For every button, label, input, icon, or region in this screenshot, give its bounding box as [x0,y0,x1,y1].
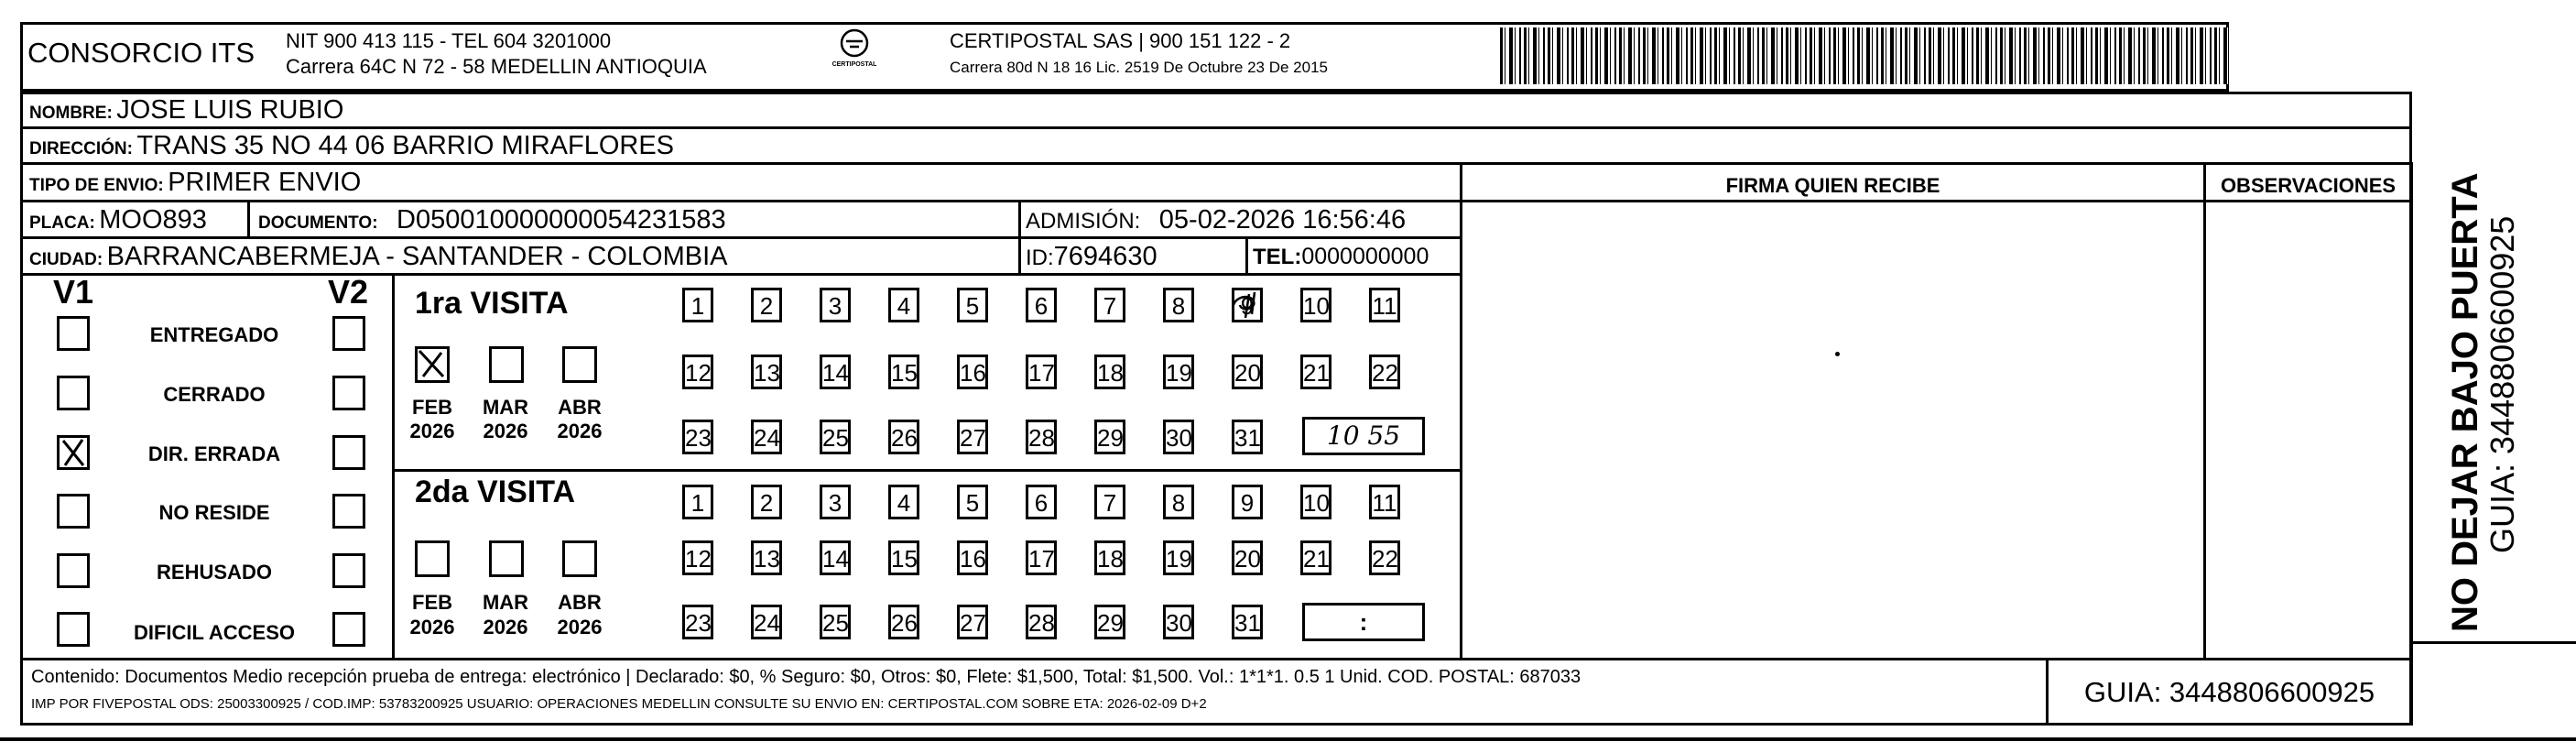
status-label-no-reside: NO RESIDE [158,501,270,524]
visit2-day[interactable]: 11 [1369,485,1400,519]
certipostal-line1: CERTIPOSTAL SAS | 900 151 122 - 2 [950,29,1291,52]
visit1-day[interactable]: 27 [957,420,988,454]
visit1-month-label-abr: ABR [558,396,602,419]
col-line [1018,200,1021,273]
visit2-year-label-abr: 2026 [557,616,603,638]
visit1-day[interactable]: 25 [820,420,851,454]
signature-area-dot [1835,352,1840,356]
tel-label: TEL: [1253,245,1302,269]
v1-checkbox-entregado[interactable] [57,316,90,351]
visit2-day[interactable]: 7 [1094,485,1125,519]
visit1-day[interactable]: 6 [1026,288,1057,322]
visit2-day[interactable]: 22 [1369,540,1400,575]
visit1-day[interactable]: 1 [682,288,713,322]
bottom-cut-mark [0,737,2576,741]
documento-value: D050010000000054231583 [397,205,726,235]
visit1-time-box[interactable] [1302,417,1425,455]
barcode [1500,27,2228,84]
id-value: 7694630 [1053,242,1158,271]
logo-icon [839,27,870,59]
tipo-envio-label: TIPO DE ENVIO: [29,176,164,195]
admision-field [1026,205,1406,235]
visit2-day[interactable]: 10 [1300,485,1331,519]
col-line [392,273,395,658]
side-warning: NO DEJAR BAJO PUERTA [2445,172,2485,632]
v2-checkbox-entregado[interactable] [332,316,365,351]
id-label: ID: [1026,246,1054,270]
placa-field [29,205,207,235]
visit1-day[interactable]: 19 [1163,355,1194,389]
visit1-day[interactable]: 8 [1163,288,1194,322]
visit2-day[interactable]: 30 [1163,605,1194,639]
visit1-day[interactable]: 3 [820,288,851,322]
status-label-cerrado: CERRADO [163,383,266,406]
footer-contenido: Contenido: Documentos Medio recepción prueba de entrega: electrónico | Declarado: $0, % Seguro: $0, Otros: $0, Flete: $1,500, Total: $1,500. Vol.: 1*1*1. 0.5 1 Unid. COD. POSTAL: 687033 [31,667,1581,687]
id-field [1026,242,1158,272]
direccion-value: TRANS 35 NO 44 06 BARRIO MIRAFLORES [136,131,675,160]
v2-checkbox-cerrado[interactable] [332,376,365,410]
visit2-day[interactable]: 26 [888,605,919,639]
visit2-day[interactable]: 4 [888,485,919,519]
visit2-time-value: : [1359,608,1368,636]
tipo-envio-field [29,168,361,198]
visit1-day[interactable]: 17 [1026,355,1057,389]
visit1-day[interactable]: 31 [1232,420,1263,454]
tel-field [1253,244,1429,270]
placa-label: PLACA: [29,213,95,233]
status-label-dir-errada: DIR. ERRADA [147,442,281,465]
visit2-day[interactable]: 18 [1094,540,1125,575]
status-label-rehusado: REHUSADO [157,561,272,584]
visit1-month-box-mar[interactable] [489,346,524,383]
visit1-day[interactable]: 22 [1369,355,1400,389]
visit2-day[interactable]: 12 [682,540,713,575]
visit2-day[interactable]: 2 [751,485,782,519]
side-guia: GUIA: 3448806600925 [2484,215,2521,553]
visit1-year-label-abr: 2026 [557,420,603,442]
visit1-month-box-feb[interactable] [415,346,450,383]
visit2-day[interactable]: 3 [820,485,851,519]
row-line [20,273,1460,276]
observaciones-header: OBSERVACIONES [2220,174,2397,197]
visit1-month-label-mar: MAR [482,396,529,419]
visit2-day[interactable]: 21 [1300,540,1331,575]
v1-checkbox-rehusado[interactable] [57,553,90,588]
address-line: Carrera 64C N 72 - 58 MEDELLIN ANTIOQUIA [286,55,707,78]
visit1-day[interactable]: 24 [751,420,782,454]
admision-value: 05-02-2026 16:56:46 [1158,205,1407,235]
col-line [1245,236,1248,273]
certipostal-line2: Carrera 80d N 18 16 Lic. 2519 De Octubre 23 De 2015 [950,59,1328,76]
visit1-day[interactable]: 7 [1094,288,1125,322]
row-line [392,469,1460,472]
row-line [20,162,2412,165]
visit2-title: 2da VISITA [415,475,576,509]
visit2-day[interactable]: 29 [1094,605,1125,639]
visit2-day[interactable]: 15 [888,540,919,575]
visit1-day[interactable]: 10 [1300,288,1331,322]
visit1-day[interactable]: 14 [820,355,851,389]
visit1-day[interactable]: 5 [957,288,988,322]
logo-text: CERTIPOSTAL [831,61,877,68]
visit1-day[interactable]: 29 [1094,420,1125,454]
side-cut-mark [2410,641,2576,644]
visit2-month-box-feb[interactable] [415,540,450,577]
visit2-day[interactable]: 25 [820,605,851,639]
visit1-day[interactable]: 28 [1026,420,1057,454]
v2-checkbox-dificil-acceso[interactable] [332,612,365,647]
footer-imp: IMP POR FIVEPOSTAL ODS: 25003300925 / COD.IMP: 53783200925 USUARIO: OPERACIONES MEDELLIN CONSULTE SU ENVIO EN: CERTIPOSTAL.COM SOBRE ETA: 2026-02-09 D+2 [31,696,1207,712]
visit2-time-box[interactable] [1302,603,1425,641]
visit2-month-label-feb: FEB [412,591,452,614]
footer-guia: GUIA: 3448806600925 [2083,676,2375,708]
visit2-month-box-mar[interactable] [489,540,524,577]
v2-checkbox-dir-errada[interactable] [332,435,365,470]
company-name: CONSORCIO ITS [27,37,255,69]
visit1-month-label-feb: FEB [412,396,452,419]
direccion-field [29,131,674,161]
ciudad-label: CIUDAD: [29,250,103,269]
ciudad-value: BARRANCABERMEJA - SANTANDER - COLOMBIA [106,242,728,271]
visit1-day[interactable]: 4 [888,288,919,322]
documento-label: DOCUMENTO: [258,213,378,233]
visit1-time-value: 10 55 [1326,420,1401,451]
visit1-day[interactable]: 21 [1300,355,1331,389]
x-mark-icon [418,349,447,380]
visit1-day[interactable]: 18 [1094,355,1125,389]
visit2-day[interactable]: 27 [957,605,988,639]
visit1-day[interactable]: 20 [1232,355,1263,389]
visit1-day[interactable]: 16 [957,355,988,389]
tel-value: 0000000000 [1301,244,1429,269]
placa-value: MOO893 [99,205,207,235]
v2-label: V2 [328,273,369,311]
visit1-day[interactable]: 30 [1163,420,1194,454]
visit1-day-marked[interactable] [1232,288,1263,322]
visit1-day[interactable]: 11 [1369,288,1400,322]
v2-checkbox-no-reside[interactable] [332,494,365,529]
row-line [20,200,2412,202]
v1-checkbox-dificil-acceso[interactable] [57,612,90,647]
visit2-day[interactable]: 23 [682,605,713,639]
admision-label: ADMISIÓN: [1026,209,1141,234]
visit2-day[interactable]: 24 [751,605,782,639]
visit2-day[interactable]: 1 [682,485,713,519]
visit2-day[interactable]: 14 [820,540,851,575]
status-label-entregado: ENTREGADO [149,323,279,346]
visit1-day-9: 9 [1240,292,1255,320]
v1-checkbox-cerrado[interactable] [57,376,90,410]
scribble-mark-icon [1229,287,1266,323]
visit2-day[interactable]: 19 [1163,540,1194,575]
row-line [20,658,2412,660]
row-line [20,126,2412,129]
col-line [1460,162,1462,658]
certipostal-logo [829,27,880,79]
visit2-day[interactable]: 17 [1026,540,1057,575]
visit1-month-box-abr[interactable] [562,346,597,383]
visit2-month-label-abr: ABR [558,591,602,614]
nombre-value: JOSE LUIS RUBIO [116,95,344,125]
visit2-day[interactable]: 5 [957,485,988,519]
visit1-day[interactable]: 13 [751,355,782,389]
documento-field [258,205,726,235]
visit2-day[interactable]: 16 [957,540,988,575]
v1-label: V1 [53,273,94,311]
visit1-year-label-mar: 2026 [483,420,528,442]
tipo-envio-value: PRIMER ENVIO [168,168,362,197]
visit1-year-label-feb: 2026 [409,420,455,442]
status-label-dificil-acceso: DIFICIL ACCESO [133,621,295,644]
visit2-year-label-mar: 2026 [483,616,528,638]
visit1-day[interactable]: 2 [751,288,782,322]
visit1-day[interactable]: 23 [682,420,713,454]
visit2-day[interactable]: 8 [1163,485,1194,519]
firma-header: FIRMA QUIEN RECIBE [1725,174,1940,197]
visit2-day[interactable]: 31 [1232,605,1263,639]
visit2-month-box-abr[interactable] [562,540,597,577]
nombre-field [29,95,343,125]
col-line [2203,162,2206,658]
visit2-day[interactable]: 28 [1026,605,1057,639]
visit2-month-label-mar: MAR [482,591,529,614]
visit1-day[interactable]: 12 [682,355,713,389]
visit2-day[interactable]: 13 [751,540,782,575]
visit1-day[interactable]: 26 [888,420,919,454]
visit2-year-label-feb: 2026 [409,616,455,638]
v2-checkbox-rehusado[interactable] [332,553,365,588]
visit1-day[interactable]: 15 [888,355,919,389]
nombre-label: NOMBRE: [29,104,113,123]
visit2-day[interactable]: 9 [1232,485,1263,519]
row-line [20,236,1460,239]
nit-line: NIT 900 413 115 - TEL 604 3201000 [286,29,612,52]
v1-checkbox-no-reside[interactable] [57,494,90,529]
ciudad-field [29,242,728,272]
col-line [247,200,250,236]
visit2-day[interactable]: 6 [1026,485,1057,519]
visit2-day[interactable]: 20 [1232,540,1263,575]
visit1-title: 1ra VISITA [415,286,569,321]
direccion-label: DIRECCIÓN: [29,139,133,158]
x-mark-icon [60,438,87,467]
v1-checkbox-dir-errada[interactable] [57,435,90,470]
